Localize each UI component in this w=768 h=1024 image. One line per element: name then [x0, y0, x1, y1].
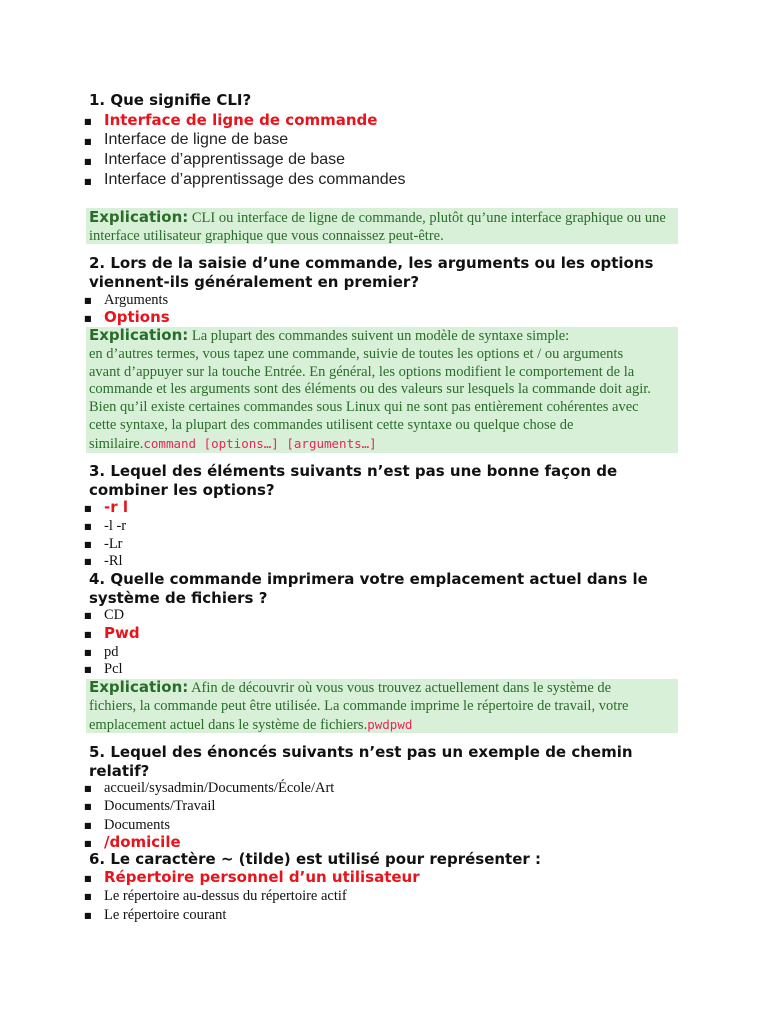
q4-explanation — [86, 679, 678, 733]
q5-option-3: Documents — [104, 817, 171, 833]
bullet-icon: ■ — [84, 648, 92, 657]
q3-option-correct: -r l — [104, 498, 128, 516]
bullet-icon: ■ — [84, 540, 92, 549]
question-4: 4. Quelle commande imprimera votre emplacement actuel dans le système de fichiers ? — [89, 570, 648, 607]
q4-option-1: CD — [104, 607, 125, 623]
bullet-icon: ■ — [84, 557, 92, 566]
q6-option-3: Le répertoire courant — [104, 907, 227, 923]
bullet-icon: ■ — [84, 784, 92, 793]
explanation-code: pwdpwd — [367, 716, 413, 732]
bullet-icon: ■ — [84, 504, 92, 513]
q2-option-1: Arguments — [104, 292, 169, 308]
q1-option-correct: Interface de ligne de commande — [104, 111, 378, 129]
bullet-icon: ■ — [84, 839, 92, 848]
explanation-line: commande et les arguments sont des éléments ou des valeurs sur lesquels la commande doit agir. — [89, 381, 651, 398]
bullet-icon: ■ — [84, 314, 92, 323]
bullet-icon: ■ — [84, 665, 92, 674]
q5-option-correct: /domicile — [104, 833, 181, 851]
q1-explanation — [86, 208, 678, 244]
explanation-line: cette syntaxe, la plupart des commandes utilisent cette syntaxe ou quelque chose de — [89, 416, 574, 433]
question-6: 6. Le caractère ~ (tilde) est utilisé pour représenter : — [89, 850, 542, 868]
q2-explanation — [86, 327, 678, 453]
question-2: 2. Lors de la saisie d’une commande, les arguments ou les options viennent-ils généralement en premier? — [89, 254, 654, 291]
explanation-line: Bien qu’il existe certaines commandes sous Linux qui ne sont pas entièrement cohérentes avec — [89, 399, 639, 416]
explanation-line: en d’autres termes, vous tapez une commande, suivie de toutes les options et / ou arguments — [89, 345, 624, 362]
question-5: 5. Lequel des énoncés suivants n’est pas un exemple de chemin relatif? — [89, 743, 633, 780]
explanation-line: Afin de découvrir où vous vous trouvez actuellement dans le système de — [188, 680, 612, 696]
q2-option-correct: Options — [104, 308, 170, 326]
q1-option-4: Interface d’apprentissage des commandes — [104, 171, 406, 188]
explanation-label: Explication: — [89, 326, 189, 344]
explanation-line: similaire. — [89, 435, 144, 452]
explanation-line: avant d’appuyer sur la touche Entrée. En général, les options modifient le comportement de la — [89, 363, 635, 380]
bullet-icon: ■ — [84, 177, 92, 186]
explanation-label: Explication: — [89, 208, 189, 226]
bullet-icon: ■ — [84, 522, 92, 531]
bullet-icon: ■ — [84, 630, 92, 639]
q4-option-3: pd — [104, 644, 119, 660]
explanation-label: Explication: — [89, 678, 189, 696]
bullet-icon: ■ — [84, 117, 92, 126]
q6-option-correct: Répertoire personnel d’un utilisateur — [104, 868, 420, 886]
q4-option-4: Pcl — [104, 661, 123, 677]
q5-option-2: Documents/Travail — [104, 798, 216, 814]
q1-option-2: Interface de ligne de base — [104, 131, 289, 148]
bullet-icon: ■ — [84, 802, 92, 811]
explanation-line: La plupart des commandes suivent un modèle de syntaxe simple: — [188, 328, 570, 344]
bullet-icon: ■ — [84, 874, 92, 883]
explanation-code: command [options…] [arguments…] — [143, 435, 377, 451]
q5-option-1: accueil/sysadmin/Documents/École/Art — [104, 780, 335, 796]
explanation-text: CLI ou interface de ligne de commande, plutôt qu’une interface graphique ou une interface utilisateur graphique que vous connaissez peut-être. — [89, 210, 666, 244]
bullet-icon: ■ — [84, 892, 92, 901]
bullet-icon: ■ — [84, 137, 92, 146]
q3-option-2: -l -r — [104, 518, 127, 534]
q4-option-correct: Pwd — [104, 624, 140, 642]
bullet-icon: ■ — [84, 157, 92, 166]
bullet-icon: ■ — [84, 821, 92, 830]
explanation-line: fichiers, la commande peut être utilisée. La commande imprime le répertoire de travail, votre — [89, 697, 629, 714]
q1-option-3: Interface d’apprentissage de base — [104, 151, 346, 168]
question-1: 1. Que signifie CLI? — [89, 91, 252, 109]
q6-option-2: Le répertoire au-dessus du répertoire actif — [104, 888, 347, 904]
bullet-icon: ■ — [84, 296, 92, 305]
explanation-line: emplacement actuel dans le système de fichiers. — [89, 716, 368, 733]
q3-option-4: -Rl — [104, 553, 123, 569]
bullet-icon: ■ — [84, 911, 92, 920]
bullet-icon: ■ — [84, 611, 92, 620]
question-3: 3. Lequel des éléments suivants n’est pas une bonne façon de combiner les options? — [89, 462, 618, 499]
q3-option-3: -Lr — [104, 536, 123, 552]
